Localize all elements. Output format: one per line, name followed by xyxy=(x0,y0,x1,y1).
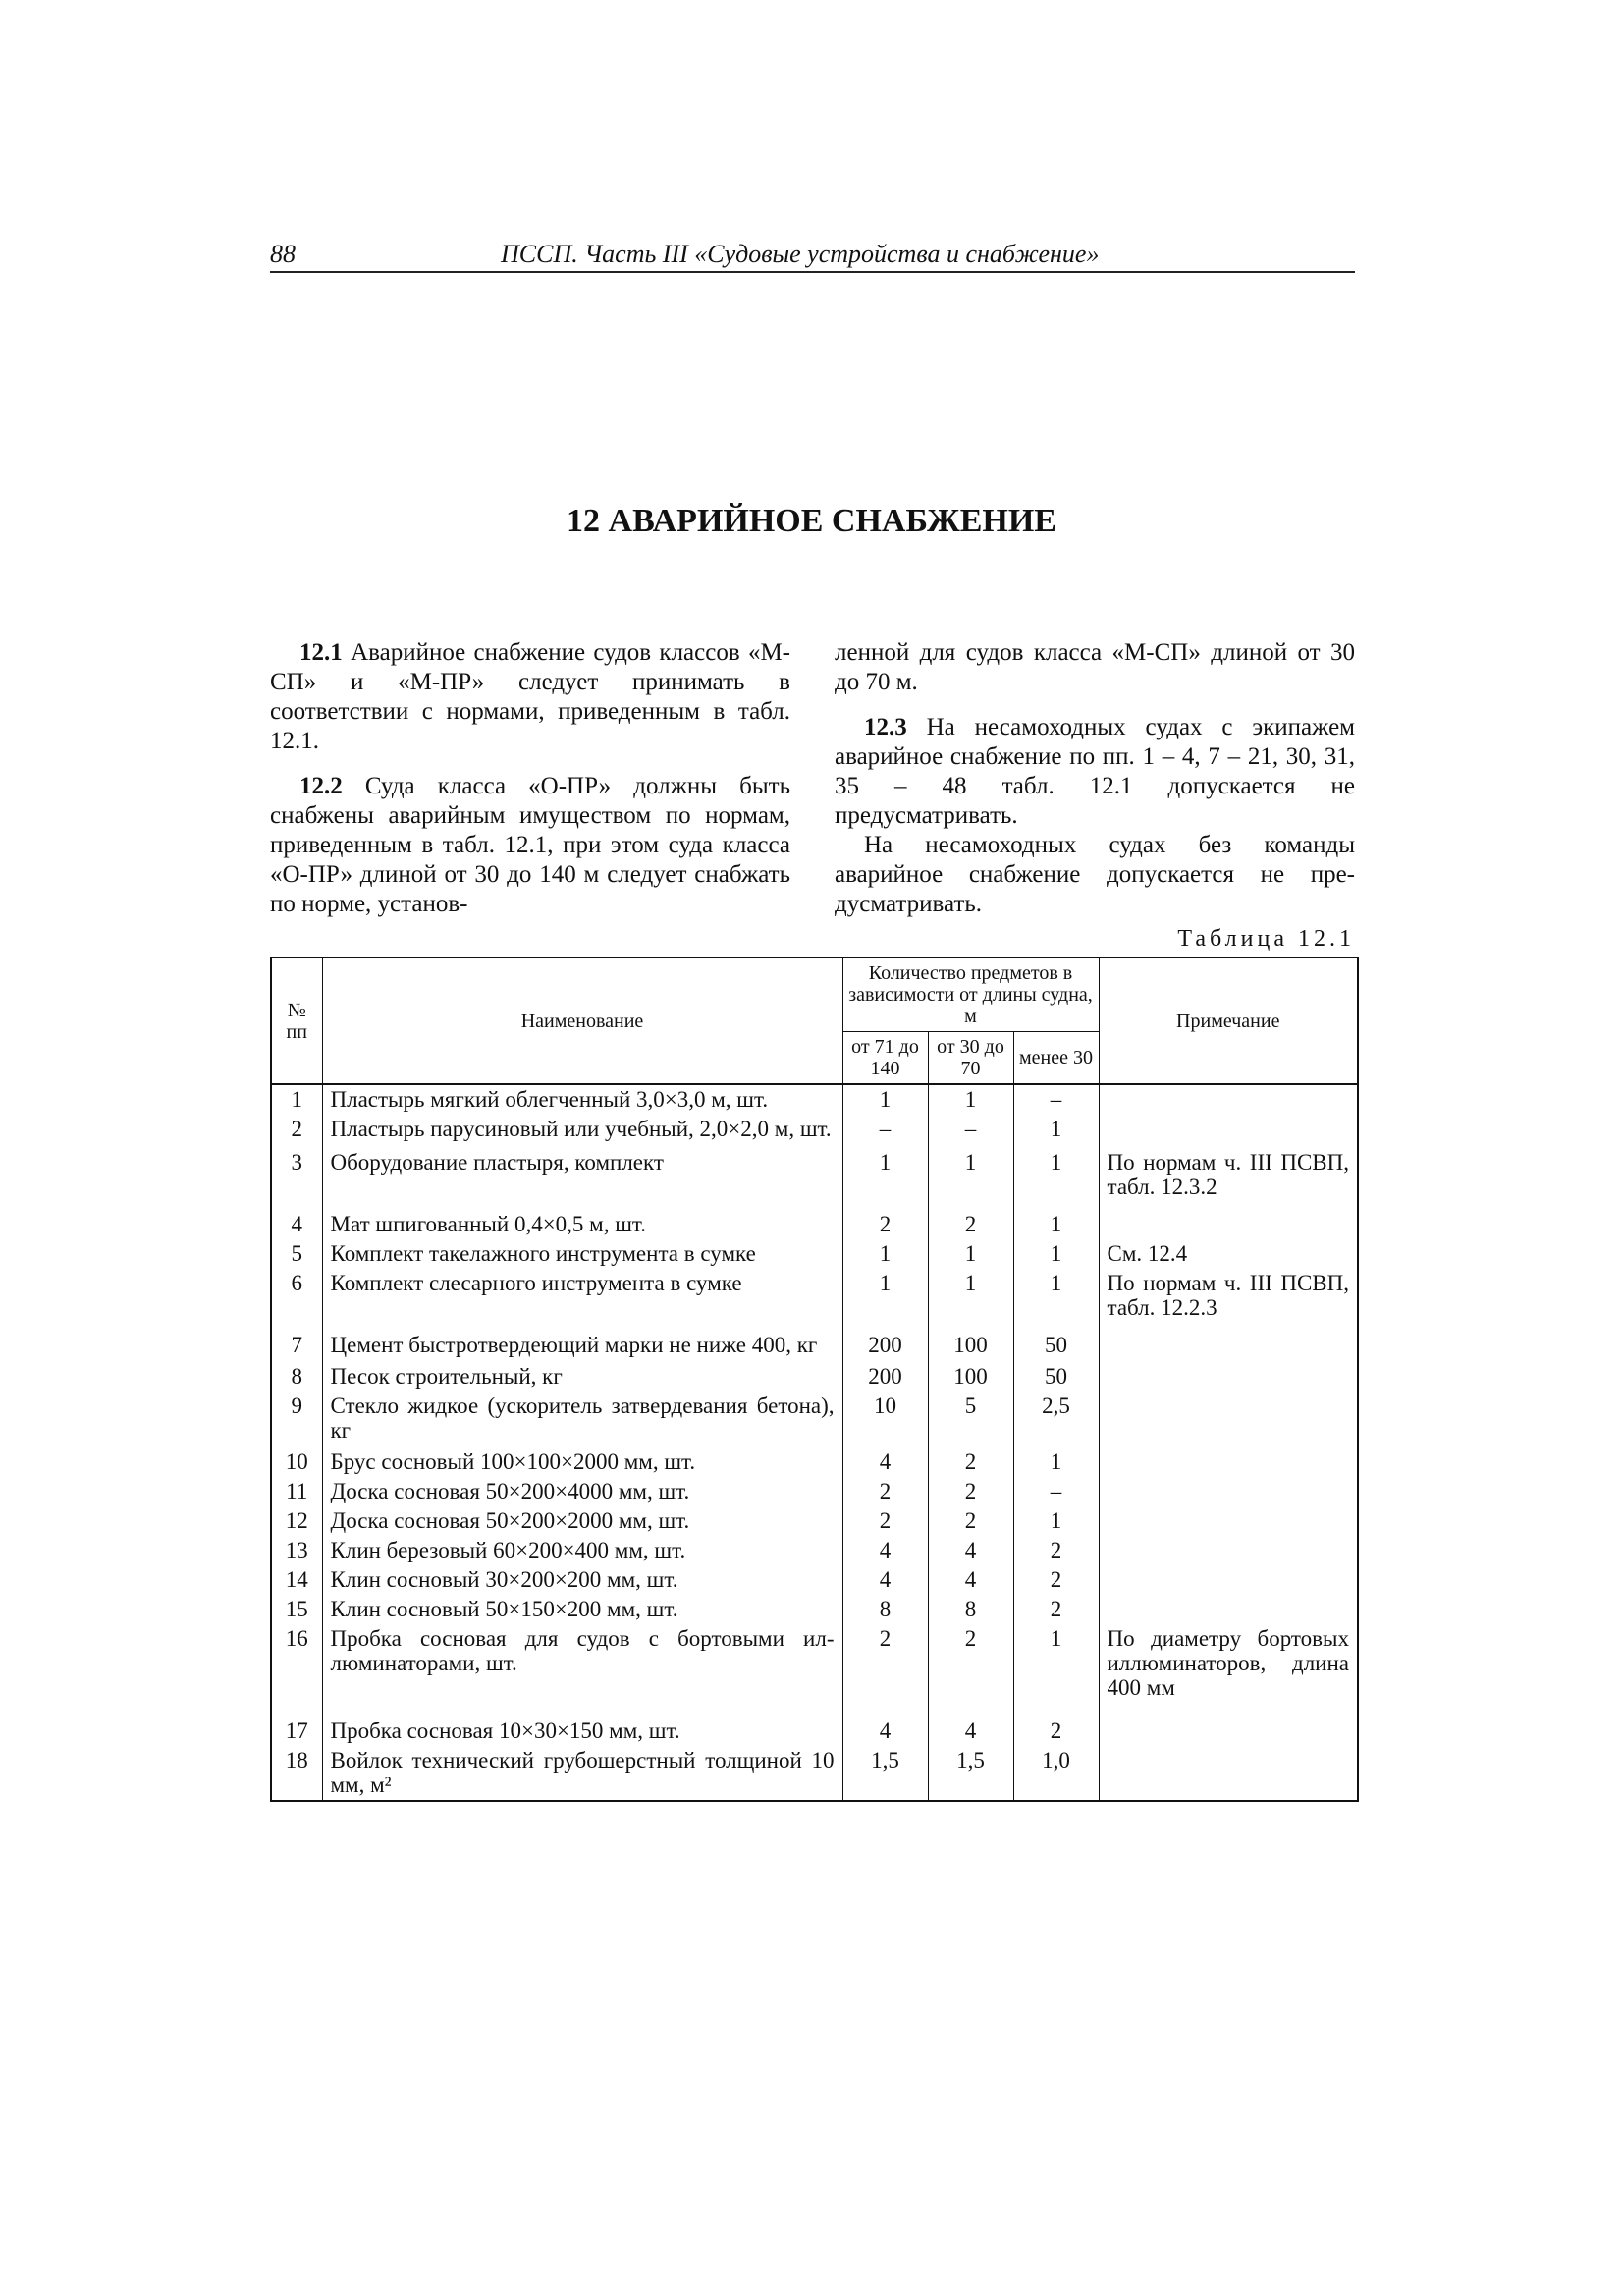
item-note xyxy=(1099,1084,1358,1115)
running-header xyxy=(270,240,1355,273)
item-name: Пластырь мягкий облегченный 3,0×3,0 м, шт. xyxy=(322,1084,842,1115)
item-note xyxy=(1099,1595,1358,1624)
table-row xyxy=(271,1536,1358,1565)
paragraph-number: 12.1 xyxy=(299,639,343,666)
table-row xyxy=(271,1624,1358,1717)
qty-71-140: 2 xyxy=(842,1506,928,1536)
row-number: 16 xyxy=(271,1624,322,1717)
qty-under-30: 1 xyxy=(1013,1239,1099,1269)
qty-71-140: 4 xyxy=(842,1565,928,1595)
table-row xyxy=(271,1448,1358,1477)
item-note xyxy=(1099,1448,1358,1477)
left-column xyxy=(270,638,790,919)
table-row xyxy=(271,1595,1358,1624)
qty-71-140: – xyxy=(842,1115,928,1148)
item-note xyxy=(1099,1536,1358,1565)
row-number: 5 xyxy=(271,1239,322,1269)
table-row xyxy=(271,1148,1358,1210)
table-row xyxy=(271,1392,1358,1448)
qty-under-30: – xyxy=(1013,1477,1099,1506)
item-name: Комплект такелажного инструмента в сумке xyxy=(322,1239,842,1269)
item-note xyxy=(1099,1331,1358,1362)
qty-30-70: 1 xyxy=(928,1148,1013,1210)
item-name: Брус сосновый 100×100×2000 мм, шт. xyxy=(322,1448,842,1477)
qty-under-30: 1 xyxy=(1013,1448,1099,1477)
header-num: № пп xyxy=(271,957,322,1084)
qty-under-30: 1 xyxy=(1013,1210,1099,1239)
header-note: Примечание xyxy=(1099,957,1358,1084)
qty-71-140: 1,5 xyxy=(842,1746,928,1801)
qty-30-70: 2 xyxy=(928,1624,1013,1717)
table-row xyxy=(271,1362,1358,1392)
table-row xyxy=(271,1746,1358,1801)
row-number: 12 xyxy=(271,1506,322,1536)
paragraph-12-2-continued: ленной для судов класса «М-СП» длиной от 30 до 70 м. xyxy=(835,639,1355,695)
row-number: 4 xyxy=(271,1210,322,1239)
qty-under-30: 2 xyxy=(1013,1595,1099,1624)
row-number: 13 xyxy=(271,1536,322,1565)
row-number: 7 xyxy=(271,1331,322,1362)
row-number: 10 xyxy=(271,1448,322,1477)
item-note: См. 12.4 xyxy=(1099,1239,1358,1269)
item-note: По нормам ч. III ПСВП, табл. 12.3.2 xyxy=(1099,1148,1358,1210)
table-row xyxy=(271,1115,1358,1148)
qty-under-30: 1 xyxy=(1013,1506,1099,1536)
qty-71-140: 4 xyxy=(842,1536,928,1565)
item-note xyxy=(1099,1115,1358,1148)
qty-71-140: 8 xyxy=(842,1595,928,1624)
table-row xyxy=(271,1239,1358,1269)
item-name: Оборудование пластыря, комплект xyxy=(322,1148,842,1210)
item-name: Пробка сосновая 10×30×150 мм, шт. xyxy=(322,1717,842,1746)
paragraph-12-1 xyxy=(270,638,790,756)
item-name: Клин сосновый 30×200×200 мм, шт. xyxy=(322,1565,842,1595)
item-note: По диаметру бортовых иллюминаторов, длина 400 мм xyxy=(1099,1624,1358,1717)
table-row xyxy=(271,1210,1358,1239)
emergency-supply-table xyxy=(270,957,1359,1802)
qty-30-70: 1 xyxy=(928,1269,1013,1331)
item-name: Клин сосновый 50×150×200 мм, шт. xyxy=(322,1595,842,1624)
qty-71-140: 4 xyxy=(842,1717,928,1746)
item-note xyxy=(1099,1717,1358,1746)
table-row xyxy=(271,1565,1358,1595)
row-number: 2 xyxy=(271,1115,322,1148)
qty-30-70: 1 xyxy=(928,1084,1013,1115)
page-number: 88 xyxy=(270,240,296,268)
row-number: 9 xyxy=(271,1392,322,1448)
qty-30-70: 4 xyxy=(928,1565,1013,1595)
row-number: 15 xyxy=(271,1595,322,1624)
item-name: Стекло жидкое (ускоритель затвердевания бетона), кг xyxy=(322,1392,842,1448)
item-note xyxy=(1099,1477,1358,1506)
table-row xyxy=(271,1506,1358,1536)
row-number: 17 xyxy=(271,1717,322,1746)
row-number: 6 xyxy=(271,1269,322,1331)
table-body xyxy=(271,1084,1358,1801)
table-row xyxy=(271,1331,1358,1362)
header-quantity-group: Количество предметов в зависимости от длины судна, м xyxy=(842,957,1099,1032)
qty-30-70: 2 xyxy=(928,1210,1013,1239)
qty-under-30: 2 xyxy=(1013,1717,1099,1746)
qty-71-140: 10 xyxy=(842,1392,928,1448)
paragraph-text: Суда класса «О-ПР» должны быть снабжены аварийным имуществом по нормам, приведенным в табл. 12.1, при этом суда класса «О-ПР» длиной от 30 до 140 м следует снабжать по норме, установ- xyxy=(270,773,790,917)
qty-30-70: 2 xyxy=(928,1506,1013,1536)
paragraph-12-3 xyxy=(835,713,1355,831)
qty-30-70: 1 xyxy=(928,1239,1013,1269)
paragraph-number: 12.3 xyxy=(864,714,907,740)
running-title: ПССП. Часть III «Судовые устройства и снабжение» xyxy=(501,240,1100,268)
header-q2: от 30 до 70 xyxy=(928,1032,1013,1085)
qty-under-30: 50 xyxy=(1013,1362,1099,1392)
item-name: Доска сосновая 50×200×4000 мм, шт. xyxy=(322,1477,842,1506)
qty-71-140: 4 xyxy=(842,1448,928,1477)
qty-30-70: 100 xyxy=(928,1362,1013,1392)
qty-71-140: 2 xyxy=(842,1477,928,1506)
item-note xyxy=(1099,1506,1358,1536)
header-q3: менее 30 xyxy=(1013,1032,1099,1085)
qty-under-30: 1 xyxy=(1013,1115,1099,1148)
qty-30-70: 4 xyxy=(928,1536,1013,1565)
qty-under-30: 1 xyxy=(1013,1624,1099,1717)
row-number: 11 xyxy=(271,1477,322,1506)
qty-30-70: 2 xyxy=(928,1448,1013,1477)
qty-71-140: 1 xyxy=(842,1269,928,1331)
row-number: 18 xyxy=(271,1746,322,1801)
paragraph-12-2 xyxy=(270,772,790,919)
item-name: Клин березовый 60×200×400 мм, шт. xyxy=(322,1536,842,1565)
item-note xyxy=(1099,1565,1358,1595)
header-name: Наименование xyxy=(322,957,842,1084)
qty-under-30: 50 xyxy=(1013,1331,1099,1362)
item-name: Комплект слесарного инструмента в сумке xyxy=(322,1269,842,1331)
qty-30-70: 2 xyxy=(928,1477,1013,1506)
table-row xyxy=(271,1269,1358,1331)
qty-71-140: 2 xyxy=(842,1210,928,1239)
row-number: 14 xyxy=(271,1565,322,1595)
table-caption: Таблица 12.1 xyxy=(1177,926,1355,952)
row-number: 8 xyxy=(271,1362,322,1392)
qty-30-70: 5 xyxy=(928,1392,1013,1448)
qty-30-70: 100 xyxy=(928,1331,1013,1362)
paragraph-text: Аварийное снабжение судов классов «М-СП» и «М-ПР» следует принимать в соответствии с нормами, приведенным в табл. 12.1. xyxy=(270,639,790,754)
qty-30-70: – xyxy=(928,1115,1013,1148)
chapter-title: 12 АВАРИЙНОЕ СНАБЖЕНИЕ xyxy=(567,503,1056,539)
qty-71-140: 200 xyxy=(842,1331,928,1362)
qty-71-140: 200 xyxy=(842,1362,928,1392)
table-row xyxy=(271,1084,1358,1115)
item-note xyxy=(1099,1362,1358,1392)
item-name: Пробка сосновая для судов с бортовыми иллюминаторами, шт. xyxy=(322,1624,842,1717)
qty-under-30: 2 xyxy=(1013,1565,1099,1595)
row-number: 3 xyxy=(271,1148,322,1210)
item-note xyxy=(1099,1210,1358,1239)
item-name: Мат шпигованный 0,4×0,5 м, шт. xyxy=(322,1210,842,1239)
item-name: Доска сосновая 50×200×2000 мм, шт. xyxy=(322,1506,842,1536)
item-name: Песок строительный, кг xyxy=(322,1362,842,1392)
item-note: По нормам ч. III ПСВП, табл. 12.2.3 xyxy=(1099,1269,1358,1331)
paragraph-number: 12.2 xyxy=(299,773,343,799)
header-q1: от 71 до 140 xyxy=(842,1032,928,1085)
row-number: 1 xyxy=(271,1084,322,1115)
qty-under-30: 2 xyxy=(1013,1536,1099,1565)
qty-under-30: – xyxy=(1013,1084,1099,1115)
table-row xyxy=(271,1717,1358,1746)
qty-under-30: 1 xyxy=(1013,1269,1099,1331)
qty-30-70: 4 xyxy=(928,1717,1013,1746)
qty-71-140: 1 xyxy=(842,1084,928,1115)
item-name: Войлок технический грубошерстный толщиной 10 мм, м² xyxy=(322,1746,842,1801)
item-name: Цемент быстротвердеющий марки не ниже 400, кг xyxy=(322,1331,842,1362)
qty-71-140: 1 xyxy=(842,1148,928,1210)
qty-71-140: 1 xyxy=(842,1239,928,1269)
qty-30-70: 1,5 xyxy=(928,1746,1013,1801)
paragraph-text: На несамоходных судах с экипажем аварийное снабжение по пп. 1 – 4, 7 – 21, 30, 31, 35 – 48 табл. 12.1 допускается не предусматривать. xyxy=(835,714,1355,829)
qty-under-30: 1 xyxy=(1013,1148,1099,1210)
item-note xyxy=(1099,1746,1358,1801)
paragraph-12-3-second: На несамоходных судах без команды аварийное снабжение допускается не предусматривать. xyxy=(835,832,1355,917)
qty-30-70: 8 xyxy=(928,1595,1013,1624)
qty-under-30: 2,5 xyxy=(1013,1392,1099,1448)
right-column xyxy=(835,638,1355,919)
item-note xyxy=(1099,1392,1358,1448)
qty-under-30: 1,0 xyxy=(1013,1746,1099,1801)
item-name: Пластырь парусиновый или учебный, 2,0×2,0 м, шт. xyxy=(322,1115,842,1148)
qty-71-140: 2 xyxy=(842,1624,928,1717)
table-row xyxy=(271,1477,1358,1506)
